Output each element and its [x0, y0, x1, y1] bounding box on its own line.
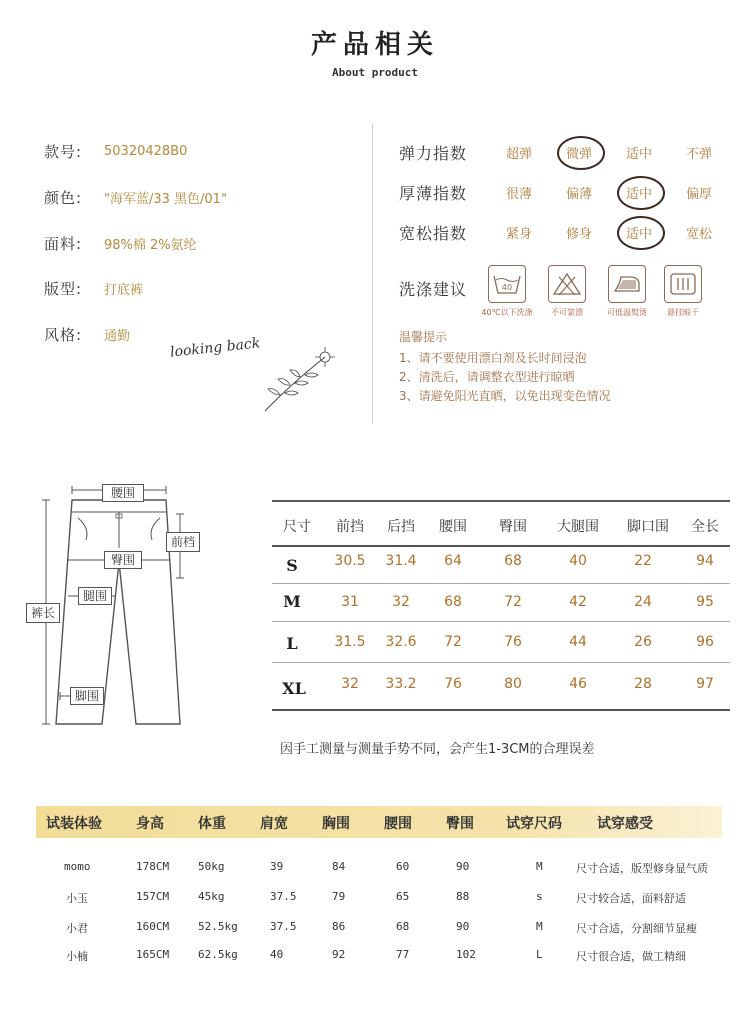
fit-header: 试穿尺码 [506, 816, 562, 832]
fit-cell: 84 [332, 860, 346, 873]
fit-cell: 77 [396, 948, 410, 961]
attr-style [44, 324, 130, 344]
wash-caption: 悬挂晾干 [667, 308, 699, 317]
attr-label: 风格: [44, 325, 83, 344]
table-header: 后挡 [387, 519, 415, 535]
wash-label: 洗涤建议 [399, 280, 468, 299]
table-cell: 24 [634, 594, 652, 610]
tip-item: 2、清洗后，请调整衣型进行晾晒 [399, 370, 575, 384]
fit-cell: 小楠 [66, 950, 88, 963]
flower-sketch-icon [250, 345, 350, 415]
index-option: 修身 [565, 226, 592, 242]
table-cell: 42 [569, 594, 587, 610]
attr-value: "海军蓝/33 黑色/01" [104, 191, 227, 207]
fit-cell: M [536, 860, 543, 873]
attr-label: 面料: [44, 234, 83, 253]
fit-cell: 157CM [136, 890, 170, 903]
fit-cell: 165CM [136, 948, 170, 961]
table-cell: 68 [504, 553, 522, 569]
table-cell: 94 [696, 553, 714, 569]
label-length: 裤长 [26, 603, 60, 623]
index-option-selected: 适中 [609, 223, 669, 242]
index-option: 很薄 [505, 186, 532, 202]
tip-item: 1、请不要使用漂白剂及长时间浸泡 [399, 351, 587, 365]
fit-cell: s [536, 890, 543, 903]
table-cell: 30.5 [334, 553, 366, 569]
looseness-index-row [399, 218, 729, 246]
fit-cell: 160CM [136, 920, 170, 933]
table-rule-top [272, 500, 730, 502]
section-divider [372, 124, 373, 424]
attr-value: 打底裤 [104, 282, 144, 298]
attr-fit [44, 278, 143, 298]
fit-cell: 小君 [66, 922, 88, 935]
table-rule [272, 545, 730, 547]
table-cell: 72 [444, 634, 462, 650]
fit-cell: 尺寸较合适，面料舒适 [576, 892, 686, 905]
label-hip: 臀围 [104, 551, 142, 569]
fit-header: 身高 [136, 816, 164, 832]
fit-cell: 小玉 [66, 892, 88, 905]
table-header: 脚口围 [627, 519, 669, 535]
index-option: 超弹 [505, 146, 532, 162]
table-cell: 32.6 [385, 634, 417, 650]
decor-script-text: looking back [169, 335, 261, 361]
label-front-rise: 前档 [166, 532, 200, 552]
fit-cell: 45kg [198, 890, 225, 903]
table-cell: 68 [444, 594, 462, 610]
wash-item [664, 265, 702, 303]
attr-value: 通勤 [104, 328, 131, 344]
attr-label: 版型: [44, 279, 83, 298]
table-cell: 32 [392, 594, 410, 610]
table-header: 前挡 [336, 519, 364, 535]
table-rule [272, 662, 730, 663]
wash-40-icon [488, 265, 526, 303]
size-label: M [283, 592, 301, 611]
table-cell: 97 [696, 676, 714, 692]
wash-caption: 不可氯漂 [551, 308, 583, 317]
fit-cell: 62.5kg [198, 948, 238, 961]
table-cell: 80 [504, 676, 522, 692]
tip-item: 3、请避免阳光直晒，以免出现变色情况 [399, 389, 611, 403]
table-rule-bottom [272, 709, 730, 711]
attr-color [44, 187, 227, 207]
fit-cell: 86 [332, 920, 346, 933]
table-cell: 31 [341, 594, 359, 610]
index-option: 不弹 [685, 146, 712, 162]
fit-header: 试装体验 [46, 816, 102, 832]
index-option: 宽松 [685, 226, 712, 242]
table-cell: 31.4 [385, 553, 417, 569]
fit-cell: 尺寸合适，分割细节显瘦 [576, 922, 697, 935]
fit-cell: 178CM [136, 860, 170, 873]
index-option: 偏厚 [685, 186, 712, 202]
wash-caption: 40℃以下洗涤 [481, 308, 533, 317]
fit-cell: 88 [456, 890, 470, 903]
svg-text:40: 40 [501, 283, 513, 292]
table-cell: 44 [569, 634, 587, 650]
table-cell: 32 [341, 676, 359, 692]
size-label: L [286, 634, 298, 653]
fit-cell: 79 [332, 890, 346, 903]
fit-cell: 50kg [198, 860, 225, 873]
index-label: 宽松指数 [399, 223, 468, 243]
fit-header: 体重 [198, 816, 226, 832]
fit-header: 臀围 [446, 816, 474, 832]
fit-cell: 尺寸很合适，做工精细 [576, 950, 686, 963]
fit-header: 胸围 [322, 816, 350, 832]
attr-style-number [44, 141, 187, 161]
attr-label: 款号: [44, 142, 83, 161]
fit-cell: 60 [396, 860, 410, 873]
fit-cell: momo [64, 860, 91, 873]
table-cell: 33.2 [385, 676, 417, 692]
iron-low-icon [608, 265, 646, 303]
label-thigh: 腿围 [78, 587, 112, 605]
fit-cell: L [536, 948, 543, 961]
wash-item [488, 265, 526, 303]
fit-cell: 37.5 [270, 890, 297, 903]
table-cell: 22 [634, 553, 652, 569]
table-header: 腰围 [439, 519, 467, 535]
page-subtitle: About product [331, 66, 419, 79]
size-label: S [286, 556, 298, 575]
no-bleach-icon [548, 265, 586, 303]
fit-cell: 90 [456, 860, 470, 873]
fit-cell: 52.5kg [198, 920, 238, 933]
table-cell: 96 [696, 634, 714, 650]
fit-header: 试穿感受 [597, 816, 653, 832]
table-cell: 64 [444, 553, 462, 569]
fit-cell: 102 [456, 948, 476, 961]
index-option-selected: 适中 [609, 183, 669, 202]
fit-cell: 40 [270, 948, 284, 961]
wash-item [548, 265, 586, 303]
thickness-index-row [399, 178, 729, 206]
table-cell: 95 [696, 594, 714, 610]
label-waist: 腰围 [102, 484, 144, 502]
page-title: 产品相关 [310, 30, 439, 60]
fit-cell: 尺寸合适，版型修身显气质 [576, 862, 708, 875]
index-label: 厚薄指数 [399, 183, 468, 203]
size-label: XL [282, 679, 306, 698]
index-option: 适中 [625, 146, 652, 162]
fit-header: 肩宽 [260, 816, 288, 832]
attr-fabric [44, 233, 197, 253]
fit-header: 腰围 [384, 816, 412, 832]
attr-label: 颜色: [44, 188, 83, 207]
table-cell: 31.5 [334, 634, 366, 650]
hang-dry-icon [664, 265, 702, 303]
index-option: 紧身 [505, 226, 532, 242]
table-header: 大腿围 [557, 519, 599, 535]
table-rule [272, 621, 730, 622]
fit-cell: 39 [270, 860, 284, 873]
wash-caption: 可低温熨烫 [607, 308, 647, 317]
table-cell: 46 [569, 676, 587, 692]
fit-cell: 68 [396, 920, 410, 933]
table-cell: 76 [504, 634, 522, 650]
table-cell: 40 [569, 553, 587, 569]
table-header: 臀围 [499, 519, 527, 535]
table-cell: 72 [504, 594, 522, 610]
table-cell: 28 [634, 676, 652, 692]
attr-value: 98%棉 2%氨纶 [104, 237, 197, 253]
table-rule [272, 583, 730, 584]
stretch-index-row [399, 138, 729, 166]
table-header: 尺寸 [283, 519, 311, 535]
fit-cell: 37.5 [270, 920, 297, 933]
index-option-selected: 微弹 [549, 143, 609, 162]
tips-title: 温馨提示 [399, 330, 448, 344]
index-label: 弹力指数 [399, 143, 468, 163]
fit-cell: 90 [456, 920, 470, 933]
table-cell: 76 [444, 676, 462, 692]
label-hem: 脚围 [70, 687, 104, 705]
fit-cell: 92 [332, 948, 346, 961]
fit-cell: M [536, 920, 543, 933]
attr-value: 50320428B0 [104, 143, 188, 159]
measurement-note: 因手工测量与测量手势不同，会产生1-3CM的合理误差 [280, 742, 595, 757]
index-option: 偏薄 [565, 186, 592, 202]
table-header: 全长 [691, 519, 719, 535]
fit-cell: 65 [396, 890, 410, 903]
table-cell: 26 [634, 634, 652, 650]
wash-item [608, 265, 646, 303]
